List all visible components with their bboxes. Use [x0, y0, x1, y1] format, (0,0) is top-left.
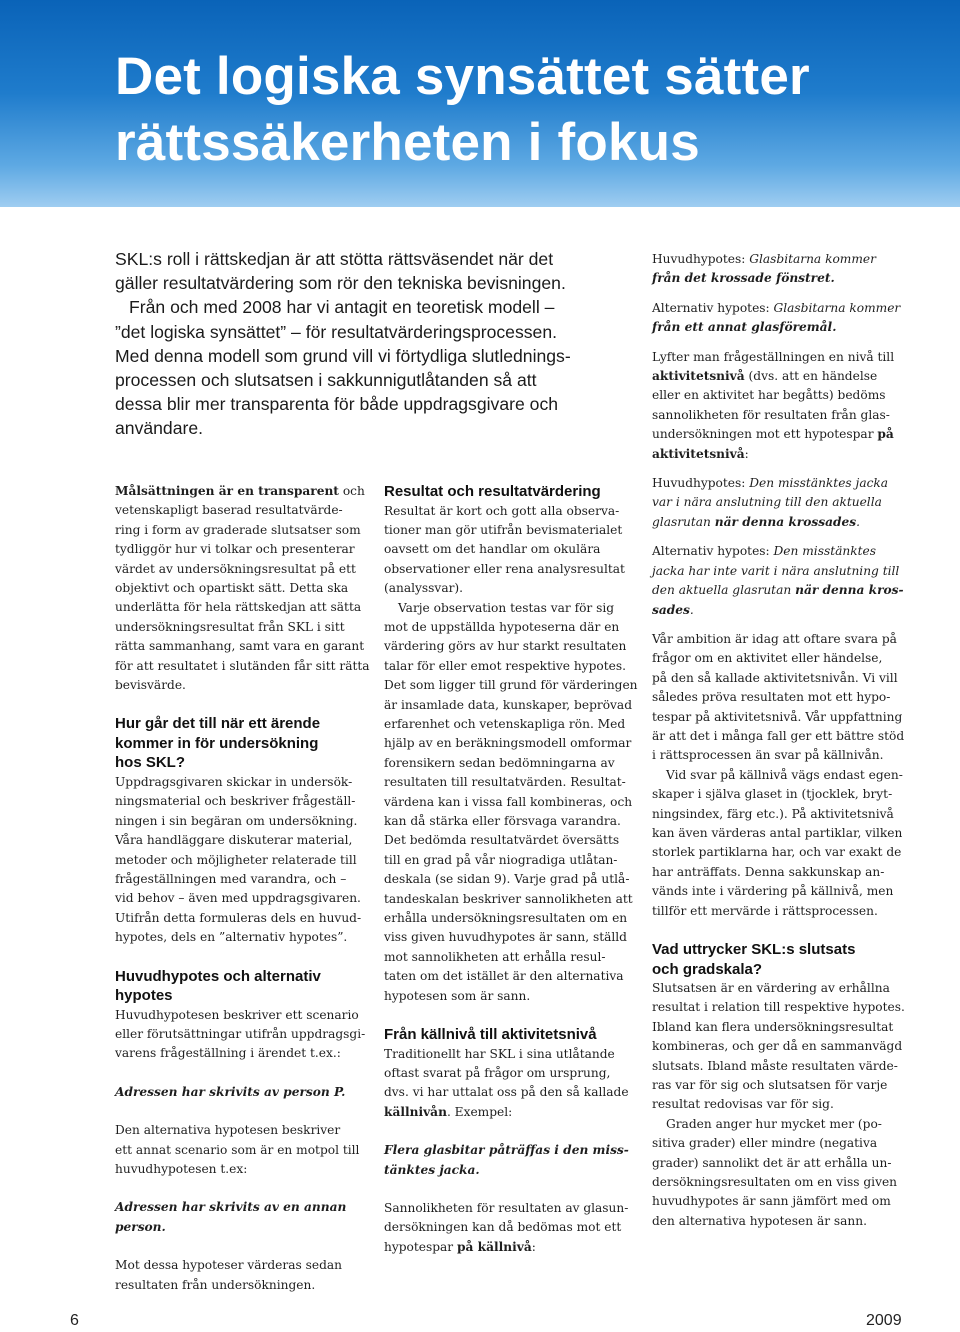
- inline-text: Huvudhypotes:: [652, 476, 750, 491]
- left-column: [115, 482, 370, 1295]
- body-line: ring i form av graderade slutsatser som: [115, 522, 361, 537]
- inline-text: Alternativ hypotes:: [652, 544, 774, 559]
- body-line: den alternativa hypotesen är sann.: [652, 1213, 868, 1228]
- hypothesis-line: [652, 474, 908, 493]
- subheading: Hur går det till när ett ärende: [115, 715, 321, 733]
- body-line: huvudhypotes är sann jämfört med om: [652, 1194, 891, 1209]
- body-line: eller förutsättningar utifrån uppdragsgi-: [115, 1027, 366, 1042]
- hypothesis-line: var i nära anslutning till den aktuella: [652, 495, 882, 510]
- body-line: på den så kallade aktivitetsnivån. Vi vill: [652, 670, 898, 685]
- body-line: Den alternativa hypotesen beskriver: [115, 1123, 341, 1138]
- inline-text: och: [338, 484, 365, 498]
- inline-text: . Exempel:: [446, 1104, 513, 1119]
- hypothesis-line: [652, 601, 908, 620]
- body-line: ras var för sig och slutsatsen för varje: [652, 1078, 888, 1093]
- italic-text: Glasbitarna kommer: [749, 252, 876, 266]
- subheading: Från källnivå till aktivitetsnivå: [384, 1026, 597, 1044]
- subheading: och gradskala?: [652, 960, 763, 978]
- bold-lead: Målsättningen är en transparent: [115, 484, 339, 498]
- subheading: Vad uttrycker SKL:s slutsats: [652, 941, 856, 958]
- body-line: oftast svarat på frågor om ursprung,: [384, 1065, 611, 1080]
- body-line: tydliggör hur vi tolkar och presenterar: [115, 542, 355, 557]
- body-line: grader) sannolikt det är att erhålla un-: [652, 1155, 892, 1170]
- bold-term: på källnivå: [457, 1239, 532, 1254]
- intro-line: SKL:s roll i rättskedjan är att stötta rättsväsendet när det: [115, 249, 554, 269]
- example-statement: tänktes jacka.: [384, 1162, 480, 1177]
- body-line: Huvudhypotesen beskriver ett scenario: [115, 1007, 359, 1022]
- body-line: Vår ambition är idag att oftare svara på: [652, 631, 897, 646]
- body-line: storlek partiklarna har, och var exakt de: [652, 845, 902, 860]
- body-line: Det bedömda resultatvärdet översätts: [384, 833, 620, 848]
- title-line-2: rättssäkerheten i fokus: [115, 113, 700, 172]
- body-line: bevisvärde.: [115, 678, 186, 693]
- intro-line: dessa blir mer transparenta för både uppdragsgivare och: [115, 394, 559, 415]
- inline-text: undersökningen mot ett hypotespar: [652, 427, 878, 442]
- example-statement: Flera glasbitar påträffas i den miss-: [384, 1143, 629, 1158]
- italic-text: den aktuella glasrutan: [652, 583, 796, 598]
- body-line: Mot dessa hypoteser värderas sedan: [115, 1258, 342, 1273]
- subheading: Huvudhypotes och alternativ: [115, 967, 321, 985]
- body-line: dersökningen kan då bedömas mot ett: [384, 1220, 622, 1235]
- body-line: sannolikheten för resultaten från glas-: [652, 407, 890, 422]
- example-hypothesis: Adressen har skrivits av en annan: [115, 1200, 347, 1215]
- body-line: huvudhypotesen t.ex:: [115, 1162, 248, 1177]
- body-line: frågeställningen med varandra, och –: [115, 872, 347, 886]
- body-line: till en grad på vår niogradiga utlåtan-: [384, 852, 618, 867]
- body-line: vid behov – även med uppdragsgivaren.: [115, 891, 361, 906]
- body-line: Resultat är kort och gott alla observa-: [384, 503, 620, 518]
- body-line: således pröva resultaten mot ett hypo-: [652, 690, 891, 705]
- inline-text: hypotespar: [384, 1239, 458, 1254]
- body-line: underlätta för hela rättskedjan att sätta: [115, 600, 362, 615]
- intro-paragraph: [115, 247, 625, 441]
- body-line: oavsett om det handlar om okulära: [384, 542, 601, 557]
- body-line: resultaten från undersökningen.: [115, 1277, 316, 1292]
- body-line: undersökningsresultat från SKL i sitt: [115, 619, 345, 634]
- body-line: kombineras, och ger då en sammanvägd: [652, 1039, 903, 1054]
- hypothesis-line: [652, 542, 908, 561]
- italic-text: .: [689, 602, 694, 617]
- body-line: [652, 367, 908, 386]
- body-line: mot sannolikheten att erhålla resul-: [384, 949, 606, 964]
- body-line: forensikern sedan bedömningarna av: [384, 755, 615, 770]
- body-line: viss given huvudhypotes är sann, ställd: [384, 930, 627, 945]
- body-line: [384, 1103, 636, 1122]
- bold-term: på: [877, 427, 894, 442]
- italic-text: .: [856, 514, 860, 529]
- body-line: objektivt och opartiskt sätt. Detta ska: [115, 581, 349, 596]
- body-line: värdena kan i vissa fall kombineras, och: [384, 794, 633, 809]
- body-line: tillför ett mervärde i rättsprocessen.: [652, 903, 878, 918]
- body-line: [115, 482, 370, 501]
- hypothesis-line: från det krossade fönstret.: [652, 271, 835, 286]
- body-line: Lyfter man frågeställningen en nivå till: [652, 349, 895, 364]
- hypothesis-line: jacka har inte varit i nära anslutning till: [652, 563, 900, 578]
- body-line: Ibland kan flera undersökningsresultat: [652, 1019, 894, 1034]
- example-hypothesis: Adressen har skrivits av person P.: [115, 1084, 346, 1099]
- body-line: Det som ligger till grund för värderingen: [384, 678, 638, 693]
- footer-year: 2009: [866, 1312, 902, 1329]
- body-line: varens frågeställning i ärendet t.ex.:: [115, 1046, 341, 1061]
- body-line: taten om det istället är den alternativa: [384, 969, 624, 984]
- bold-italic-text: när denna krossades: [714, 514, 857, 529]
- body-line: tandeskalan beskriver sannolikheten att: [384, 891, 633, 906]
- body-line: Uppdragsgivaren skickar in undersök-: [115, 774, 353, 789]
- body-line: mot de uppställda hypoteserna där en: [384, 619, 620, 634]
- body-line: Varje observation testas var för sig: [398, 600, 615, 615]
- body-line: skaper i själva glaset in (tjocklek, bryt-: [652, 787, 893, 802]
- body-line: Sannolikheten för resultaten av glasun-: [384, 1201, 629, 1215]
- hypothesis-line: [652, 513, 908, 532]
- body-line: resultat i relation till respektive hypotes.: [652, 1000, 905, 1015]
- inline-text: (dvs. att en händelse: [744, 369, 878, 384]
- body-line: (analyssvar).: [384, 581, 464, 596]
- body-line: vänds inte i värdering på källnivå, men: [652, 884, 894, 899]
- body-line: resultat redovisas var för sig.: [652, 1097, 834, 1112]
- intro-line: ”det logiska synsättet” – för resultatvärderingsprocessen.: [115, 321, 558, 342]
- body-line: tioner man gör utifrån bevismaterialet: [384, 522, 623, 537]
- intro-line: processen och slutsatsen i sakkunnigutlåtanden så att: [115, 370, 537, 391]
- body-line: rätta sammanhang, samt vara en garant: [115, 639, 365, 654]
- body-line: ningen i sin begäran om undersökning.: [115, 813, 358, 828]
- body-line: [384, 1238, 636, 1257]
- body-line: [652, 445, 908, 464]
- body-line: sitiva grader) eller mindre (negativa: [652, 1136, 878, 1151]
- intro-line: användare.: [115, 418, 204, 439]
- body-line: Graden anger hur mycket mer (po-: [666, 1116, 882, 1131]
- subheading: hypotes: [115, 987, 173, 1005]
- italic-text: Den misstänktes jacka: [749, 476, 889, 491]
- body-line: slutsats. Ibland måste resultaten värde-: [652, 1058, 898, 1073]
- body-line: i rättsprocessen än svar på källnivån.: [652, 748, 884, 763]
- body-line: erhålla undersökningsresultaten om en: [384, 911, 628, 926]
- body-line: är att det i många fall ger ett bättre stöd: [652, 728, 905, 743]
- body-line: ett annat scenario som är en motpol till: [115, 1142, 360, 1157]
- body-line: tespar på aktivitetsnivå. Vår uppfattning: [652, 709, 903, 724]
- body-line: Våra handläggare diskuterar material,: [115, 833, 353, 848]
- body-line: metoder och möjligheter relaterade till: [115, 852, 357, 867]
- right-column: [652, 250, 908, 1231]
- body-line: deskala (se sidan 9). Varje grad på utlå-: [384, 872, 630, 887]
- inline-text: :: [744, 446, 749, 461]
- italic-text: Den misstänktes: [773, 544, 876, 559]
- page-title: [115, 44, 945, 176]
- body-line: ningsmaterial och beskriver frågeställ-: [115, 794, 356, 809]
- bold-term: aktivitetsnivå: [652, 369, 745, 384]
- body-line: resultaten till resultatvärden. Resultat-: [384, 775, 626, 790]
- body-line: Vid svar på källnivå vägs endast egen-: [666, 767, 903, 782]
- body-line: [652, 425, 908, 444]
- body-line: observationer eller rena analysresultat: [384, 561, 625, 576]
- body-line: är insamlade data, kunskaper, beprövad: [384, 697, 632, 712]
- bold-term: aktivitetsnivå: [652, 446, 745, 461]
- page-number: 6: [70, 1312, 79, 1329]
- body-line: kan då stärka eller försvaga varandra.: [384, 814, 621, 828]
- body-line: erfarenhet och vetenskapliga rön. Med: [384, 716, 626, 731]
- subheading: hos SKL?: [115, 754, 185, 772]
- intro-line: Från och med 2008 har vi antagit en teoretisk modell –: [129, 297, 555, 318]
- body-line: för att resultatet i slutänden får sitt rätta: [115, 658, 370, 673]
- body-line: hjälp av en beräkningsmodell omformar: [384, 736, 632, 751]
- title-line-1: Det logiska synsättet sätter: [115, 47, 810, 106]
- inline-text: Alternativ hypotes:: [652, 300, 774, 315]
- inline-text: :: [531, 1239, 536, 1254]
- hypothesis-line: [652, 581, 908, 600]
- body-line: värdet av undersökningsresultat på ett: [115, 561, 356, 576]
- body-line: hypotes, dels en ”alternativ hypotes”.: [115, 930, 348, 945]
- body-line: värdering görs av hur starkt resultaten: [384, 639, 627, 654]
- body-line: talar för eller emot respektive hypotes.: [384, 658, 626, 673]
- body-line: vetenskapligt baserad resultatvärde-: [115, 503, 343, 518]
- body-line: dvs. vi har uttalat oss på den så kallade: [384, 1085, 629, 1100]
- inline-text: Huvudhypotes:: [652, 252, 750, 266]
- subheading: kommer in för undersökning: [115, 734, 319, 752]
- body-line: frågor om en aktivitet eller händelse,: [652, 651, 883, 666]
- middle-column: [384, 482, 636, 1257]
- hypothesis-line: [652, 299, 908, 318]
- italic-text: glasrutan: [652, 514, 715, 529]
- body-line: Traditionellt har SKL i sina utlåtande: [384, 1046, 615, 1061]
- body-line: Utifrån detta formuleras dels en huvud-: [115, 910, 362, 925]
- bold-term: källnivån: [384, 1104, 447, 1119]
- subheading: Resultat och resultatvärdering: [384, 483, 601, 500]
- hypothesis-line: från ett annat glasföremål.: [652, 320, 837, 335]
- body-line: eller en aktivitet har begåtts) bedöms: [652, 388, 886, 403]
- intro-line: gäller resultatvärdering som rör den tekniska bevisningen.: [115, 273, 566, 294]
- body-line: hypotesen som är sann.: [384, 988, 531, 1003]
- intro-line: Med denna modell som grund vill vi förtydliga slutlednings-: [115, 345, 571, 366]
- body-line: har anträffats. Denna sakkunskap an-: [652, 864, 885, 879]
- body-line: dersökningsresultaten om en viss given: [652, 1175, 898, 1190]
- body-line: kan även värderas antal partiklar, vilken: [652, 825, 903, 840]
- body-line: ningsindex, färg etc.). På aktivitetsnivå: [652, 806, 894, 821]
- bold-italic-text: när denna kros-: [795, 583, 904, 598]
- example-hypothesis: person.: [115, 1219, 166, 1234]
- bold-italic-text: sades: [652, 602, 690, 617]
- italic-text: Glasbitarna kommer: [773, 300, 901, 315]
- hypothesis-line: [652, 250, 908, 269]
- body-line: Slutsatsen är en värdering av erhållna: [652, 981, 890, 995]
